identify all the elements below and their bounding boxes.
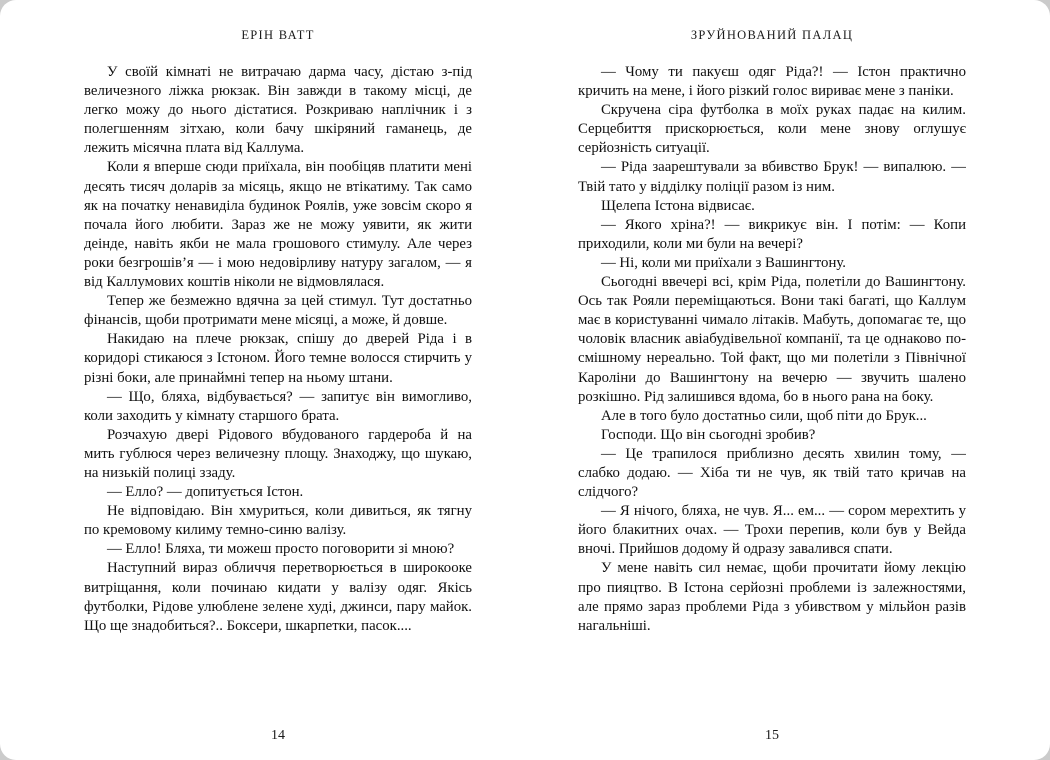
paragraph: Коли я вперше сюди приїхала, він пообіцяв платити мені десять тисяч доларів за місяць, якщо не втікатиму. Так само як на початку ненавиділа будинок Роялів, уже зовсім скоро я почала його любити. Зараз же не можу уявити, як жити деінде, навіть якби не мала грошового стимулу. Але через роки безгрошів’я — і мою недовірливу натуру загалом, — я від Каллумових коштів ніколи не відмовлялася.: [84, 159, 472, 291]
left-page-number: 14: [271, 728, 285, 743]
paragraph: Але в того було достатньо сили, щоб піти до Брук...: [600, 407, 927, 424]
right-page-number: 15: [765, 728, 779, 743]
paragraph: У мене навіть сил немає, щоби прочитати йому лекцію про пияцтво. В Істона серйозні проблеми із залежностями, але прямо зараз проблеми Ріда з убивством у мільйон разів нагальніші.: [578, 560, 966, 634]
left-page-body: [84, 63, 472, 718]
paragraph: — Я нічого, бляха, не чув. Я... ем... — сором мерехтить у його блакитних очах. — Трохи перепив, коли був у Вейда вночі. Прийшов додому й одразу завалився спати.: [578, 503, 966, 558]
paragraph: — Елло? — допитується Істон.: [106, 484, 304, 501]
paragraph: — Якого хріна?! — викрикує він. І потім: — Копи приходили, коли ми були на вечері?: [578, 216, 966, 252]
right-page-body: [578, 63, 966, 718]
paragraph: Сьогодні ввечері всі, крім Ріда, полетіли до Вашингтону. Ось так Рояли переміщаються. Вони такі багаті, що Каллум має в користуванні чимало літаків. Мабуть, допомагає те, що чоловік власник авіабудівельної компанії, та це однаково по-смішному нереально. Той факт, що ми полетіли з Північної Кароліни до Вашингтону на вечерю — звучить шалено розкішно. Рід залишився вдома, бо в нього рана на боку.: [578, 274, 966, 405]
paragraph: У своїй кімнаті не витрачаю дарма часу, дістаю з-під величезного ліжка рюкзак. Він завжди в такому місці, де легко можу до нього дістатися. Розкриваю наплічник і з полегшенням зітхаю, коли бачу шкіряний гаманець, де лежить місячна плата від Каллума.: [84, 64, 472, 157]
left-running-head: ЕРІН ВАТТ: [241, 28, 315, 42]
right-page: [578, 28, 966, 744]
paragraph: — Ні, коли ми приїхали з Вашингтону.: [600, 254, 846, 271]
left-page: [84, 28, 472, 744]
paragraph: — Елло! Бляха, ти можеш просто поговорити зі мною?: [106, 541, 455, 558]
paragraph: Розчахую двері Рідового вбудованого гардероба й на мить гублюся через величезну площу. Знаходжу, що шукаю, на низькій полиці ззаду.: [84, 426, 472, 481]
paragraph: — Це трапилося приблизно десять хвилин тому, — слабко додаю. — Хіба ти не чув, як твій тато кричав на слідчого?: [578, 445, 966, 501]
right-running-head: ЗРУЙНОВАНИЙ ПАЛАЦ: [690, 28, 854, 42]
paragraph: Щелепа Істона відвисає.: [600, 197, 755, 214]
paragraph: — Ріда заарештували за вбивство Брук! — випалюю. — Твій тато у відділку поліції разом із ним.: [578, 159, 966, 195]
paragraph: — Що, бляха, відбувається? — запитує він вимогливо, коли заходить у кімнату старшого брата.: [84, 388, 472, 424]
paragraph: Господи. Що він сьогодні зробив?: [600, 426, 816, 443]
paragraph: Накидаю на плече рюкзак, спішу до дверей Ріда і в коридорі стикаюся з Істоном. Його темне волосся стирчить у різні боки, але принаймні тепер на ньому штани.: [84, 331, 472, 386]
paragraph: Тепер же безмежно вдячна за цей стимул. Тут достатньо фінансів, щоби протримати мене місяці, а може, й довше.: [84, 293, 472, 329]
paragraph: Не відповідаю. Він хмуриться, коли дивиться, як тягну по кремовому килиму темно-синю валізу.: [84, 503, 472, 539]
paragraph: Скручена сіра футболка в моїх руках падає на килим. Серцебиття прискорюється, коли мене знову оглушує серйозність ситуації.: [578, 102, 966, 157]
paragraph: Наступний вираз обличчя перетворюється в широкооке витріщання, коли починаю кидати у валізу одяг. Якісь футболки, Рідове улюблене зелене худі, джинси, пару майок. Що ще знадобиться?.. Боксери, шкарпетки, пасок....: [84, 560, 472, 634]
paragraph: — Чому ти пакуєш одяг Ріда?! — Істон практично кричить на мене, і його різкий голос вириває мене з паніки.: [578, 64, 966, 100]
